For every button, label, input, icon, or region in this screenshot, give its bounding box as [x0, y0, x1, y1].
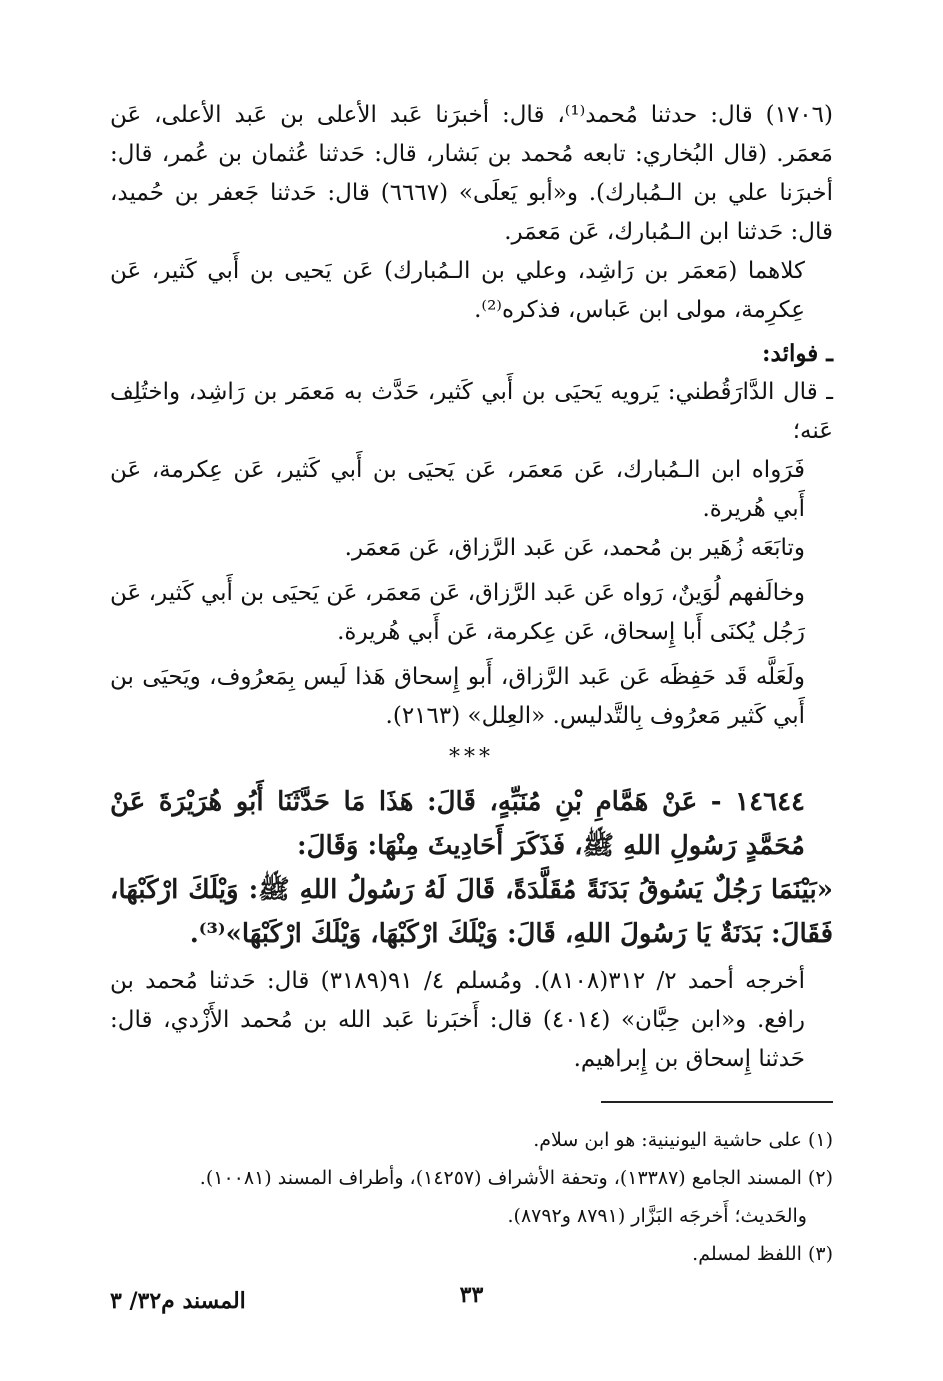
volume-signature: المسند م٣٢/ ٣ [110, 1288, 246, 1314]
page-number: ٣٣ [459, 1282, 484, 1308]
benefit-line-3: وتابَعَه زُهَير بن مُحمد، عَن عَبد الرَّزاق، عَن مَعمَر. [344, 535, 805, 561]
benefit-line-4: وخالَفهم لُوَينٌ، رَواه عَن عَبد الرَّزاق، عَن مَعمَر، عَن يَحيَى بن أَبي كَثير، عَن رَجُل يُكنَى أَبا إِسحاق، عَن عِكرمة، عَن أَبي هُريرة. [110, 580, 805, 645]
footnote-2-continuation: والحَديث؛ أَخرجَه البَزَّار (٨٧٩١ و٨٧٩٢). [507, 1205, 807, 1227]
benefits-heading: ـ فوائد: [762, 340, 833, 367]
footnote-divider [601, 1101, 833, 1103]
benefit-line-5: ولَعَلَّه قَد حَفِظَه عَن عَبد الرَّزاق، أَبو إِسحاق هَذا لَيس بِمَعرُوف، ويَحيَى بن أَبي كَثير مَعرُوف بِالتَّدليس. «العِلل» (٢١٦٣). [110, 664, 805, 729]
page-footer [110, 1282, 833, 1322]
benefit-line-1: ـ قال الدَّارَقُطني: يَرويه يَحيَى بن أَبي كَثير، حَدَّث به مَعمَر بن رَاشِد، واختُلِف عَنه؛ [110, 379, 833, 444]
section-separator: *** [449, 745, 494, 770]
benefit-line-2: فَرَواه ابن الـمُبارك، عَن مَعمَر، عَن يَحيَى بن أَبي كَثير، عَن عِكرمة، عَن أَبي هُريرة. [110, 457, 805, 522]
narration-summary-paragraph: كلاهما (مَعمَر بن رَاشِد، وعلي بن الـمُبارك) عَن يَحيى بن أَبي كَثير، عَن عِكرِمة، مولى ابن عَباس، فذكره⁽²⁾. [110, 258, 805, 323]
footnote-1: (١) على حاشية اليونينية: هو ابن سلام. [533, 1129, 833, 1151]
takhrij-paragraph: أخرجه أحمد ٢/ ٣١٢(٨١٠٨). ومُسلم ٤/ ٩١(٣١٨٩) قال: حَدثنا مُحمد بن رافع. و«ابن حِبَّان» (٤٠١٤) قال: أَخبَرنا عَبد الله بن مُحمد الأَزْدي، قال: حَدثنا إِسحاق بن إِبراهيم. [110, 968, 806, 1072]
hadith-intro: ١٤٦٤٤ - عَنْ هَمَّامِ بْنِ مُنَبِّهٍ، قَالَ: هَذَا مَا حَدَّثَنَا أَبُو هُرَيْرَةَ عَنْ مُحَمَّدٍ رَسُولِ اللهِ ﷺ، فَذَكَرَ أَحَادِيثَ مِنْهَا: وَقَالَ: [110, 787, 805, 861]
footnote-3: (٣) اللفظ لمسلم. [692, 1243, 833, 1265]
footnote-2: (٢) المسند الجامع (١٣٣٨٧)، وتحفة الأشراف (١٤٢٥٧)، وأطراف المسند (١٠٠٨١). [199, 1167, 833, 1189]
narration-chain-paragraph: (١٧٠٦) قال: حدثنا مُحمد⁽¹⁾، قال: أخبرَنا عَبد الأعلى بن عَبد الأعلى، عَن مَعمَر. (قال البُخاري: تابعه مُحمد بن بَشار، قال: حَدثنا عُثمان بن عُمر، قال: أخبرَنا علي بن الـمُبارك). و«أبو يَعلَى» (٦٦٦٧) قال: حَدثنا جَعفر بن حُميد، قال: حَدثنا ابن الـمُبارك، عَن مَعمَر. [110, 102, 834, 245]
hadith-text: «بَيْنَمَا رَجُلٌ يَسُوقُ بَدَنَةً مُقَلَّدَةً، قَالَ لَهُ رَسُولُ اللهِ ﷺ: وَيْلَكَ ارْكَبْهَا، فَقَالَ: بَدَنَةٌ يَا رَسُولَ اللهِ، قَالَ: وَيْلَكَ ارْكَبْهَا، وَيْلَكَ ارْكَبْهَا»⁽³⁾. [110, 875, 833, 949]
